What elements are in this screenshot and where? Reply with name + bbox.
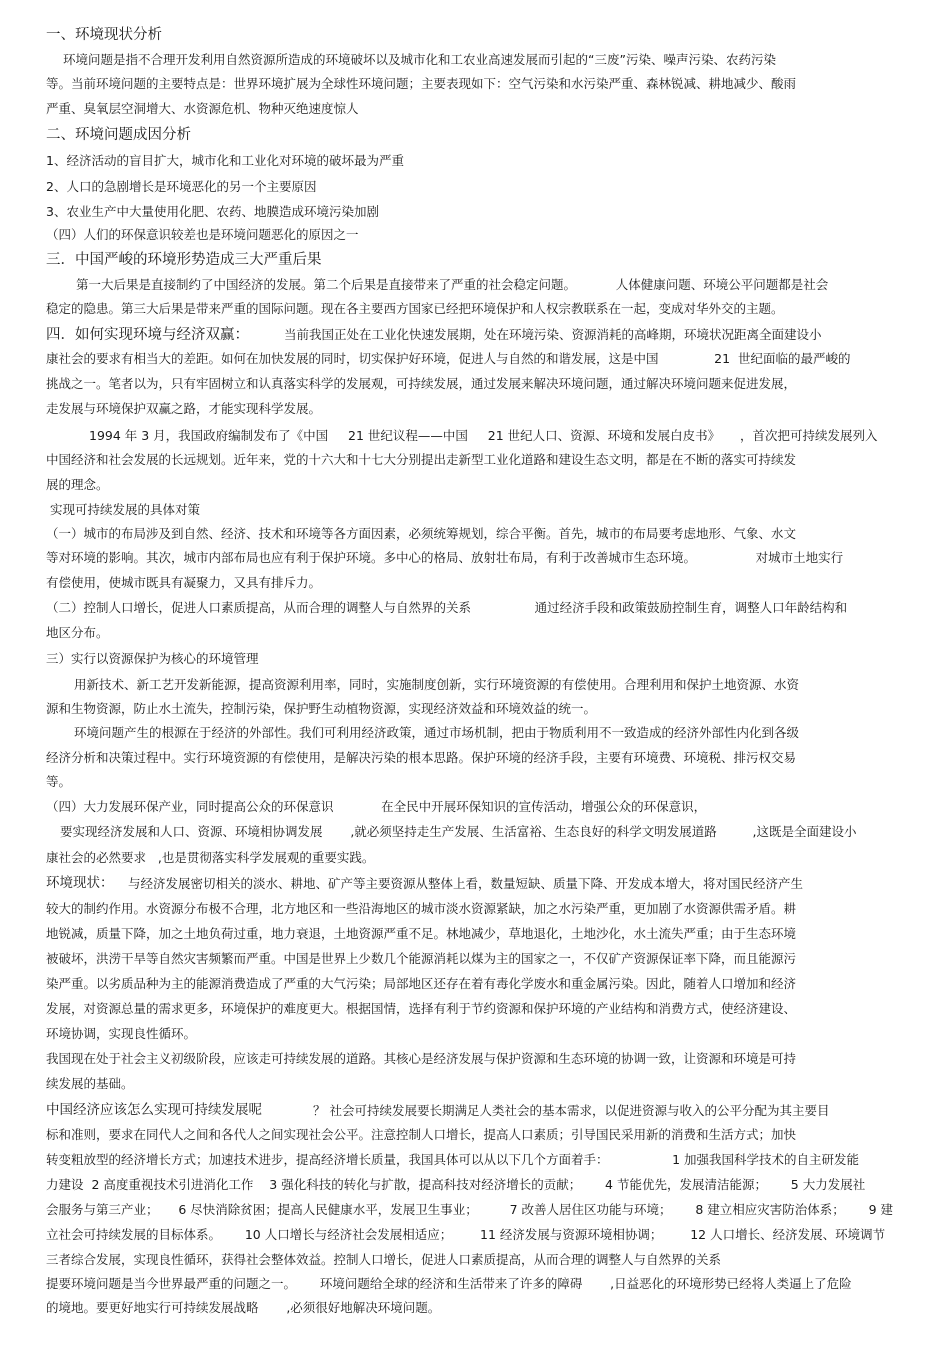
paragraph-line: 挑战之一。笔者以为，只有牢固树立和认真落实科学的发展观，可持续发展，通过发展来解决环境问题，通过解决环境问题来促进发展，	[46, 376, 797, 391]
paragraph-line: 严重、臭氧层空洞增大、水资源危机、物种灭绝速度惊人	[46, 101, 359, 116]
paragraph-line: 环境协调，实现良性循环。	[46, 1026, 197, 1041]
paragraph-line: 环境问题是指不合理开发利用自然资源所造成的环境破坏以及城市化和工农业高速发展而引起的“三废”污染、噪声污染、农药污染	[63, 52, 776, 67]
paragraph-line: （二）控制人口增长，促进人口素质提高，从而合理的调整人与自然界的关系 通过经济手段和政策鼓励控制生育，调整人口年龄结构和	[46, 600, 848, 615]
paragraph-line: 会服务与第三产业； 6 尽快消除贫困；提高人民健康水平，发展卫生事业； 7 改善人居住区功能与环境； 8 建立相应灾害防治体系； 9 建	[46, 1202, 894, 1217]
paragraph-line: 要实现经济发展和人口、资源、环境相协调发展 ,就必须坚持走生产发展、生活富裕、生态良好的科学文明发展道路 ,这既是全面建设小	[60, 824, 857, 839]
paragraph-line: 经济分析和决策过程中。实行环境资源的有偿使用，是解决污染的根本思路。保护环境的经济手段，主要有环境费、环境税、排污权交易	[46, 750, 797, 765]
paragraph-line: 立社会可持续发展的目标体系。 10 人口增长与经济社会发展相适应； 11 经济发展与资源环境相协调； 12 人口增长、经济发展、环境调节	[46, 1227, 886, 1242]
heading-3: 三．中国严峻的环境形势造成三大严重后果	[46, 252, 322, 268]
paragraph-line: 用新技术、新工艺开发新能源，提高资源利用率，同时，实施制度创新，实行环境资源的有偿使用。合理利用和保护土地资源、水资	[74, 677, 800, 692]
paragraph-line: 展的理念。	[46, 477, 109, 492]
paragraph-line: 地区分布。	[46, 625, 109, 640]
list-item: 1、经济活动的盲目扩大，城市化和工业化对环境的破坏最为严重	[46, 153, 404, 168]
paragraph-line: 环境问题产生的根源在于经济的外部性。我们可利用经济政策，通过市场机制，把由于物质利用不一致造成的经济外部性内化到各级	[74, 725, 800, 740]
paragraph-line: 康社会的要求有相当大的差距。如何在加快发展的同时，切实保护好环境，促进人与自然的和谐发展，这是中国 21 世纪面临的最严峻的	[46, 351, 851, 366]
heading-4: 四．如何实现环境与经济双赢：	[46, 327, 249, 343]
paragraph-line: 染严重。以劣质品种为主的能源消费造成了严重的大气污染；局部地区还存在着有毒化学废水和重金属污染。因此，随着人口增加和经济	[46, 976, 797, 991]
paragraph-line: 被破坏，洪涝干旱等自然灾害频繁而严重。中国是世界上少数几个能源消耗以煤为主的国家之一，不仅矿产资源保证率下降，而且能源污	[46, 951, 797, 966]
paragraph-line: 走发展与环境保护双赢之路，才能实现科学发展。	[46, 401, 322, 416]
paragraph-line: 的境地。要更好地实行可持续发展战略 ,必须很好地解决环境问题。	[46, 1300, 441, 1315]
subheading: 实现可持续发展的具体对策	[50, 502, 201, 517]
paragraph-line: 较大的制约作用。水资源分布极不合理，北方地区和一些沿海地区的城市淡水资源紧缺，加之水污染严重，更加剧了水资源供需矛盾。耕	[46, 901, 797, 916]
subheading: 三）实行以资源保护为核心的环境管理	[46, 651, 259, 666]
paragraph-line: （四）大力发展环保产业，同时提高公众的环保意识 在全民中开展环保知识的宣传活动，增强公众的环保意识，	[46, 799, 707, 814]
heading-2: 二、环境问题成因分析	[46, 127, 191, 143]
paragraph-line: 稳定的隐患。第三大后果是带来严重的国际问题。现在各主要西方国家已经把环境保护和人权宗教联系在一起，变成对华外交的主题。	[46, 301, 784, 316]
paragraph-line: （一）城市的布局涉及到自然、经济、技术和环境等各方面因素，必须统筹规划，综合平衡。首先，城市的布局要考虑地形、气象、水文	[46, 526, 797, 541]
paragraph-line: 等。	[46, 774, 72, 789]
paragraph-line: 提要环境问题是当今世界最严重的问题之一。 环境问题给全球的经济和生活带来了许多的障碍 ,日益恶化的环境形势已经将人类逼上了危险	[46, 1276, 852, 1291]
paragraph-line: 转变粗放型的经济增长方式；加速技术进步，提高经济增长质量，我国具体可以从以下几个方面着手： 1 加强我国科学技术的自主研发能	[46, 1152, 860, 1167]
paragraph-line: 源和生物资源，防止水土流失，控制污染，保护野生动植物资源，实现经济效益和环境效益的统一。	[46, 701, 597, 716]
paragraph-line: 地锐减，质量下降，加之土地负荷过重，地力衰退，土地资源严重不足。林地减少，草地退化，土地沙化，水土流失严重；由于生态环境	[46, 926, 797, 941]
paragraph-line: 续发展的基础。	[46, 1076, 134, 1091]
paragraph-line: 有偿使用，使城市既具有凝聚力，又具有排斥力。	[46, 575, 322, 590]
section-label: 环境现状：	[46, 875, 114, 891]
section-label: 中国经济应该怎么实现可持续发展呢	[46, 1102, 262, 1118]
list-item: （四）人们的环保意识较差也是环境问题恶化的原因之一	[46, 227, 359, 242]
paragraph-line: 我国现在处于社会主义初级阶段，应该走可持续发展的道路。其核心是经济发展与保护资源和生态环境的协调一致，让资源和环境是可持	[46, 1051, 797, 1066]
paragraph-line: 第一大后果是直接制约了中国经济的发展。第二个后果是直接带来了严重的社会稳定问题。 人体健康问题、环境公平问题都是社会	[76, 277, 829, 292]
paragraph-line: 康社会的必然要求 ,也是贯彻落实科学发展观的重要实践。	[46, 850, 375, 865]
paragraph-line: ？ 社会可持续发展要长期满足人类社会的基本需求，以促进资源与收入的公平分配为其主要目	[313, 1103, 830, 1118]
paragraph-line: 中国经济和社会发展的长远规划。近年来，党的十六大和十七大分别提出走新型工业化道路和建设生态文明，都是在不断的落实可持续发	[46, 452, 797, 467]
paragraph-line: 与经济发展密切相关的淡水、耕地、矿产等主要资源从整体上看，数量短缺、质量下降、开发成本增大，将对国民经济产生	[128, 876, 804, 891]
paragraph-line: 标和准则，要求在同代人之间和各代人之间实现社会公平。注意控制人口增长，提高人口素质；引导国民采用新的消费和生活方式；加快	[46, 1127, 797, 1142]
paragraph-line: 1994 年 3 月，我国政府编制发布了《中国 21 世纪议程——中国 21 世纪人口、资源、环境和发展白皮书》 ，首次把可持续发展列入	[89, 428, 878, 443]
heading-1: 一、环境现状分析	[46, 27, 162, 43]
list-item: 2、人口的急剧增长是环境恶化的另一个主要原因	[46, 179, 317, 194]
paragraph-line: 发展，对资源总量的需求更多，环境保护的难度更大。根据国情，选择有利于节约资源和保护环境的产业结构和消费方式，使经济建设、	[46, 1001, 797, 1016]
paragraph-line: 当前我国正处在工业化快速发展期，处在环境污染、资源消耗的高峰期，环境状况距离全面建设小	[284, 327, 822, 342]
paragraph-line: 等。当前环境问题的主要特点是：世界环境扩展为全球性环境问题；主要表现如下：空气污染和水污染严重、森林锐减、耕地减少、酸雨	[46, 76, 797, 91]
paragraph-line: 等对环境的影响。其次，城市内部布局也应有利于保护环境。多中心的格局、放射壮布局，有利于改善城市生态环境。 对城市土地实行	[46, 550, 844, 565]
paragraph-line: 力建设 2 高度重视技术引进消化工作 3 强化科技的转化与扩散，提高科技对经济增长的贡献； 4 节能优先，发展清洁能源； 5 大力发展社	[46, 1177, 866, 1192]
paragraph-line: 三者综合发展，实现良性循环，获得社会整体效益。控制人口增长，促进人口素质提高，从而合理的调整人与自然界的关系	[46, 1252, 722, 1267]
list-item: 3、农业生产中大量使用化肥、农药、地膜造成环境污染加剧	[46, 204, 379, 219]
